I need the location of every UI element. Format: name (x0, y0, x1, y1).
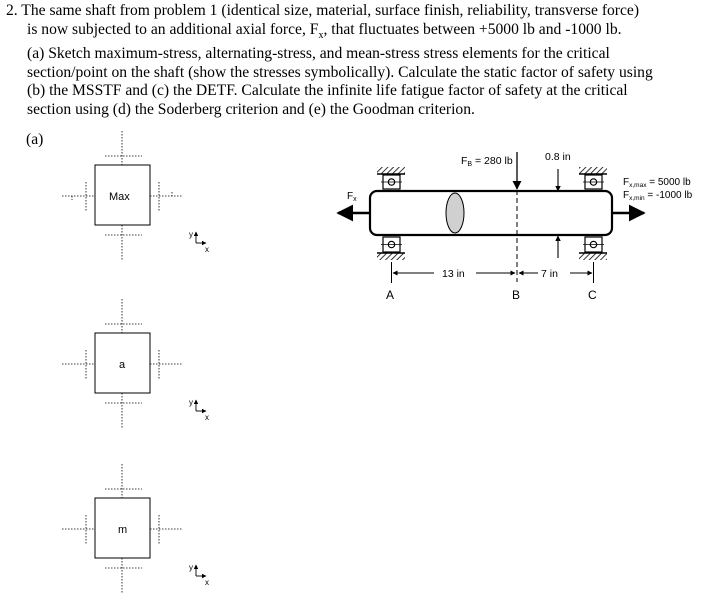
axis-y-label: y (189, 398, 193, 407)
part-a-label: (a) (26, 131, 44, 148)
axial-force-min-label: $F_{x,min} = -1000$ lb (623, 190, 693, 202)
dim-ab-label: 13 in (442, 268, 465, 280)
problem-line-3: (a) Sketch maximum-stress, alternating-stress, and mean-stress stress elements for the critical (27, 45, 610, 63)
bearing-bottom-left (381, 237, 402, 252)
axis-y-label: y (189, 230, 193, 239)
element-label-a: a (119, 359, 126, 371)
axis-triad-3 (189, 563, 209, 587)
axis-triad-1 (189, 230, 209, 254)
support-wall-bottom-right (579, 253, 607, 260)
stress-element-alternating (62, 299, 183, 428)
problem-line-1: 2. The same shaft from problem 1 (identical size, material, surface finish, reliability, transverse force) (6, 2, 640, 19)
point-b-label: B (512, 288, 521, 302)
axis-x-label: x (205, 245, 209, 254)
axis-x-label: x (205, 413, 209, 422)
force-fb-label: FB = 280 lb (461, 155, 513, 168)
point-c-label: C (588, 288, 597, 302)
bearing-top-right (583, 175, 604, 189)
cross-section-ellipse (446, 193, 464, 233)
point-a-label: A (386, 288, 395, 302)
dim-bc-label: 7 in (541, 268, 558, 280)
support-wall-top-left (377, 167, 405, 174)
problem-line-2: is now subjected to an additional axial force, $F_x$, that fluctuates between +5000 lb and -1000 lb. (27, 20, 622, 41)
problem-line-5: (b) the MSSTF and (c) the DETF. Calculate the infinite life fatigue factor of safety at the critical (27, 82, 628, 100)
axis-x-label: x (205, 578, 209, 587)
support-wall-bottom-left (377, 253, 405, 260)
axial-force-left-label: $F_x$ (347, 191, 357, 203)
bearing-bottom-right (583, 237, 604, 252)
bearing-top-left (381, 175, 402, 189)
problem-line-6: section using (d) the Soderberg criterion and (e) the Goodman criterion. (27, 101, 475, 119)
shaft-diagram (338, 151, 693, 302)
problem-line-4: section/point on the shaft (show the stresses symbolically). Calculate the static factor of safety using (27, 63, 653, 81)
support-wall-top-right (579, 167, 607, 174)
element-label-m: m (118, 524, 128, 536)
stress-element-mean (62, 464, 183, 593)
stress-element-max (62, 131, 183, 260)
shaft-body (370, 191, 612, 235)
axis-y-label: y (189, 563, 193, 572)
diameter-label: 0.8 in (545, 151, 571, 163)
axial-force-max-label: $F_{x,max} = 5000$ lb (623, 177, 691, 189)
axis-triad-2 (189, 398, 209, 422)
element-label-max: Max (109, 191, 130, 203)
